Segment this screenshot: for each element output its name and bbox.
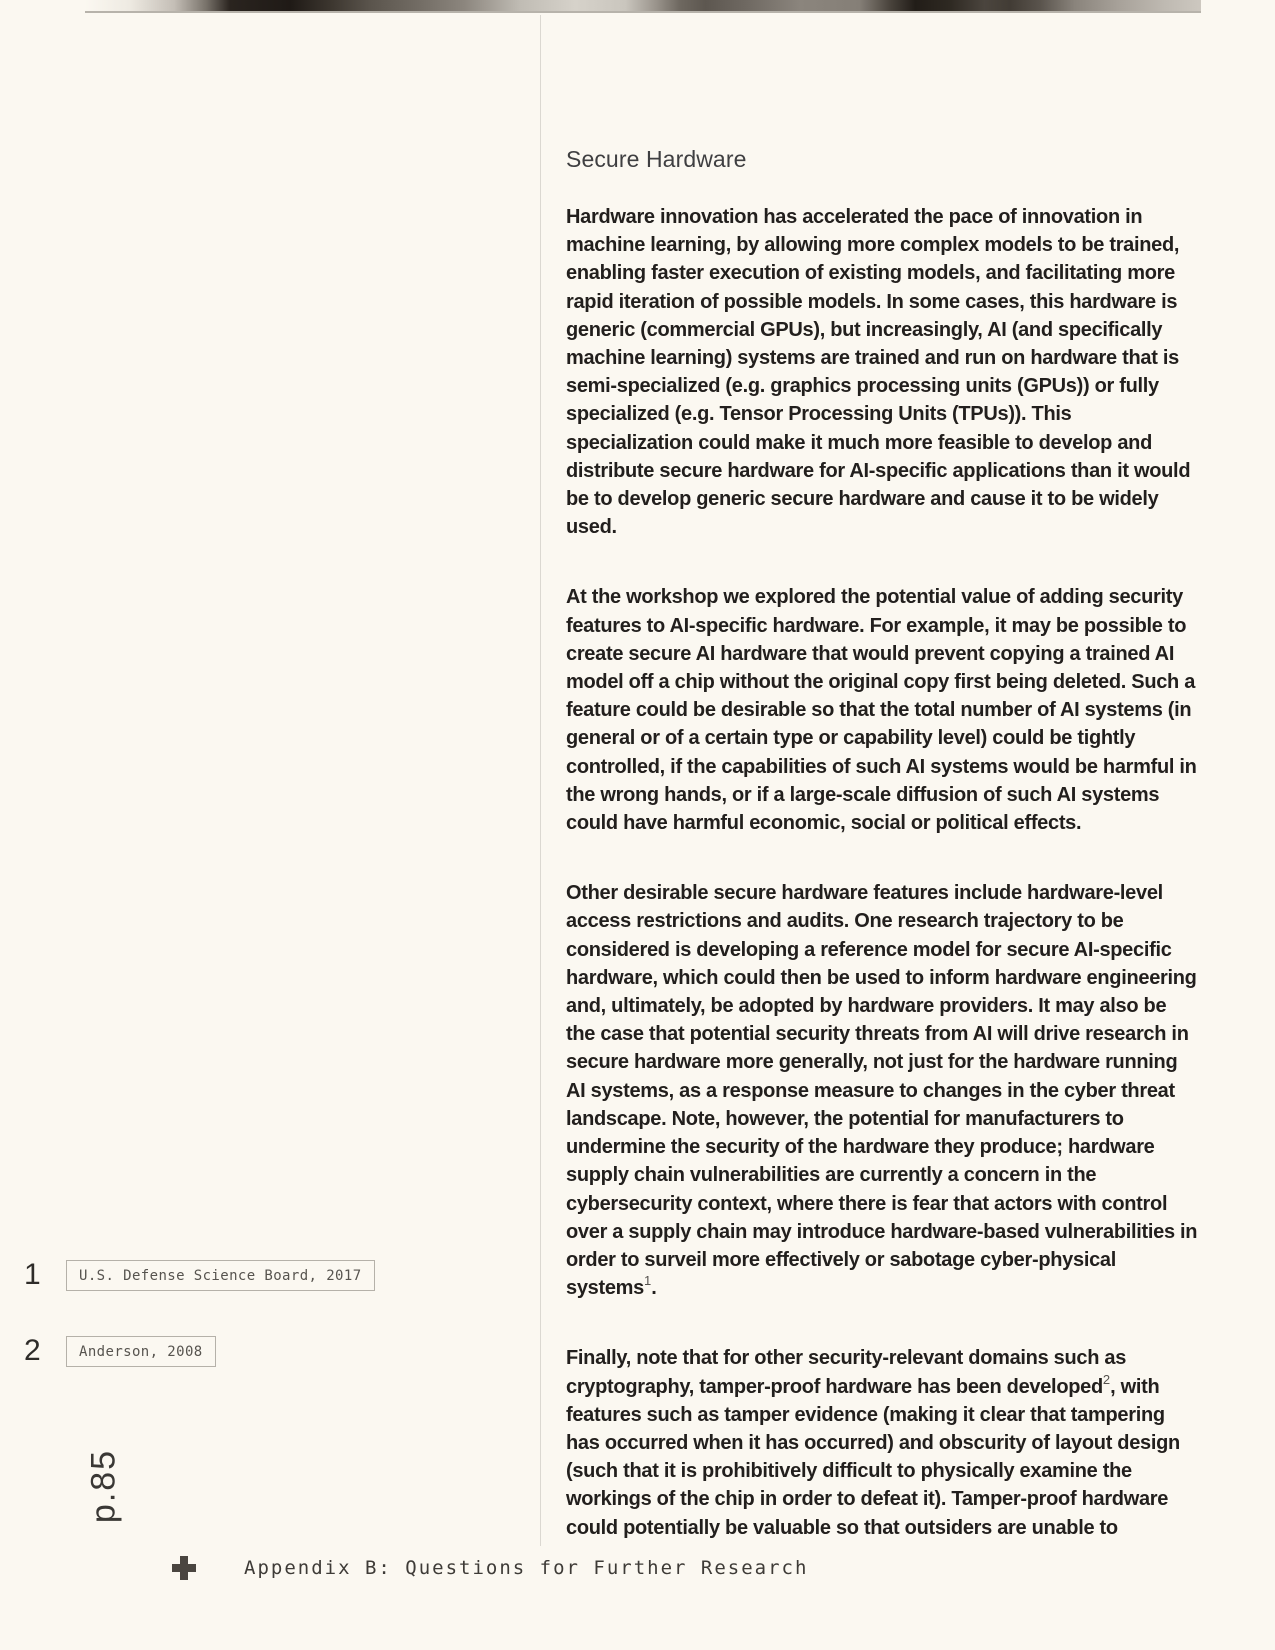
footnote-number: 2 — [24, 1334, 41, 1367]
paragraph-text: . — [651, 1277, 657, 1300]
paragraph-text: , with features such as tamper evidence (making it clear that tampering has occurred when it has occurred) and obscurity of layout design (such that it is prohibitively difficult to physically examine the workings of the chip in order to defeat it). Tamper-proof hardware could potentially be valuable so that outsiders are unable to — [566, 1375, 1180, 1539]
paragraph — [566, 1344, 1198, 1541]
section-heading: Secure Hardware — [566, 146, 747, 172]
footnote-1 — [24, 1258, 375, 1292]
paragraph-text: Finally, note that for other security-relevant domains such as cryptography, tamper-proof hardware has been developed — [566, 1347, 1127, 1398]
footnote-citation-box: U.S. Defense Science Board, 2017 — [66, 1260, 375, 1291]
paragraph — [566, 583, 1198, 837]
article — [566, 146, 1198, 1542]
paragraph — [566, 879, 1198, 1302]
paragraph-text: At the workshop we explored the potential value of adding security features to AI-specific hardware. For example, it may be possible to create secure AI hardware that would prevent copying a trained AI model off a chip without the original copy first being deleted. Such a feature could be desirable so that the total number of AI systems (in general or of a certain type or capability level) could be tightly controlled, if the capabilities of such AI systems would be harmful in the wrong hands, or if a large-scale diffusion of such AI systems could have harmful economic, social or political effects. — [566, 586, 1197, 835]
footnote-ref-2: 2 — [1102, 1371, 1111, 1387]
page-number: p.85 — [84, 1448, 123, 1524]
plus-icon — [172, 1556, 196, 1580]
footnote-citation-box: Anderson, 2008 — [66, 1336, 216, 1367]
footer-appendix-label: Appendix B: Questions for Further Research — [244, 1557, 809, 1579]
footnote-ref-1: 1 — [643, 1273, 652, 1289]
paragraph-text: Other desirable secure hardware features include hardware-level access restrictions and audits. One research trajectory to be considered is developing a reference model for secure AI-specific hardware, which could then be used to inform hardware engineering and, ultimately, be adopted by hardware providers. It may also be the case that potential security threats from AI will drive research in secure hardware more generally, not just for the hardware running AI systems, as a response measure to changes in the cyber threat landscape. Note, however, the potential for manufacturers to undermine the security of the hardware they produce; hardware supply chain vulnerabilities are currently a concern in the cybersecurity context, where there is fear that actors with control over a supply chain may introduce hardware-based vulnerabilities in order to surveil more effectively or sabotage cyber-physical systems — [566, 882, 1198, 1300]
vertical-divider — [540, 15, 541, 1546]
page-footer — [172, 1556, 808, 1580]
paragraph-text: Hardware innovation has accelerated the pace of innovation in machine learning, by allowing more complex models to be trained, enabling faster execution of existing models, and facilitating more rapid iteration of possible models. In some cases, this hardware is generic (commercial GPUs), but increasingly, AI (and specifically machine learning) systems are trained and run on hardware that is semi-specialized (e.g. graphics processing units (GPUs)) or fully specialized (e.g. Tensor Processing Units (TPUs)). This specialization could make it much more feasible to develop and distribute secure hardware for AI-specific applications than it would be to develop generic secure hardware and cause it to be widely used. — [566, 206, 1191, 539]
paragraph — [566, 203, 1198, 541]
footnote-number: 1 — [24, 1258, 41, 1291]
top-gradient-bar — [85, 0, 1201, 13]
footnote-2 — [24, 1334, 216, 1368]
